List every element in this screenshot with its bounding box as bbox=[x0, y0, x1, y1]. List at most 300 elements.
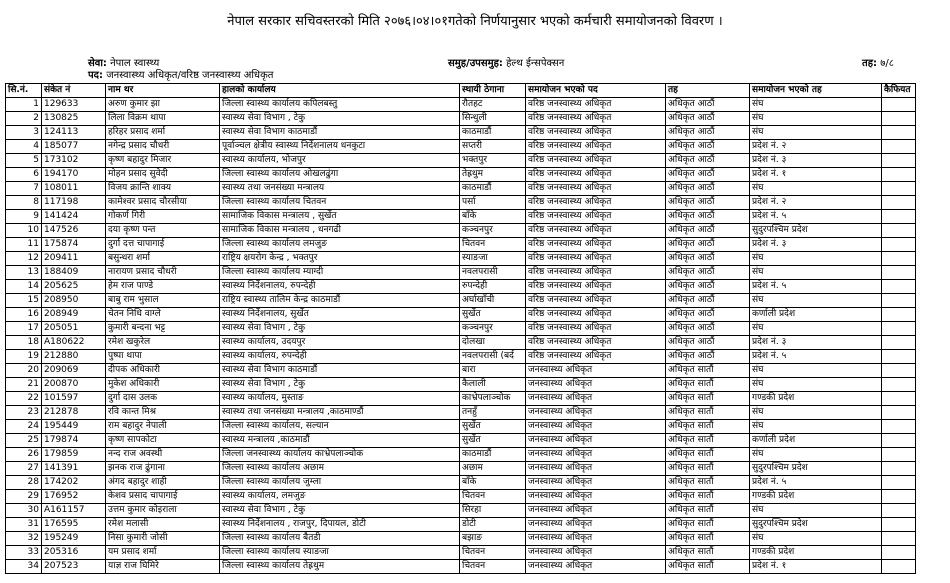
table-row bbox=[6, 350, 916, 364]
cell-serial: 34 bbox=[6, 560, 42, 574]
cell-current-office: स्वास्थ्य निर्देशनालय, रुपन्देही bbox=[220, 280, 460, 294]
cell-remarks bbox=[882, 378, 916, 392]
cell-serial: 9 bbox=[6, 210, 42, 224]
cell-name: पुष्पा थापा bbox=[106, 350, 220, 364]
cell-remarks bbox=[882, 140, 916, 154]
cell-adjusted-post: वरिष्ठ जनस्वास्थ्य अधिकृत bbox=[526, 182, 666, 196]
cell-remarks bbox=[882, 196, 916, 210]
cell-serial: 28 bbox=[6, 476, 42, 490]
cell-adjusted-level: संघ bbox=[750, 98, 882, 112]
cell-level: अधिकृत आठौं bbox=[666, 322, 750, 336]
cell-remarks bbox=[882, 280, 916, 294]
cell-serial: 6 bbox=[6, 168, 42, 182]
cell-level: अधिकृत आठौं bbox=[666, 126, 750, 140]
cell-adjusted-post: वरिष्ठ जनस्वास्थ्य अधिकृत bbox=[526, 168, 666, 182]
cell-adjusted-post: जनस्वास्थ्य अधिकृत bbox=[526, 532, 666, 546]
cell-permanent-address: पर्सा bbox=[460, 196, 526, 210]
cell-serial: 21 bbox=[6, 378, 42, 392]
cell-name: राम बहादुर नेपाली bbox=[106, 420, 220, 434]
cell-remarks bbox=[882, 392, 916, 406]
cell-permanent-address: तेह्रथुम bbox=[460, 168, 526, 182]
table-row bbox=[6, 126, 916, 140]
table-row bbox=[6, 364, 916, 378]
cell-adjusted-post: वरिष्ठ जनस्वास्थ्य अधिकृत bbox=[526, 252, 666, 266]
cell-code: 117198 bbox=[42, 196, 106, 210]
cell-code: 208949 bbox=[42, 308, 106, 322]
cell-serial: 18 bbox=[6, 336, 42, 350]
cell-permanent-address: अछाम bbox=[460, 462, 526, 476]
cell-name: अंगद बहादुर शाही bbox=[106, 476, 220, 490]
cell-level: अधिकृत आठौं bbox=[666, 280, 750, 294]
cell-name: मोहन प्रसाद सुवेदी bbox=[106, 168, 220, 182]
cell-level: अधिकृत आठौं bbox=[666, 294, 750, 308]
table-row bbox=[6, 308, 916, 322]
cell-serial: 10 bbox=[6, 224, 42, 238]
cell-current-office: स्वास्थ्य कार्यालय, उदयपुर bbox=[220, 336, 460, 350]
cell-name: रमेश मलासी bbox=[106, 518, 220, 532]
cell-remarks bbox=[882, 504, 916, 518]
cell-permanent-address: नवलपरासी (बर्द bbox=[460, 350, 526, 364]
cell-current-office: स्वास्थ्य सेवा विभाग काठमाडौं bbox=[220, 364, 460, 378]
header-level: तह bbox=[666, 84, 750, 98]
cell-permanent-address: चितवन bbox=[460, 560, 526, 574]
cell-current-office: स्वास्थ्य निर्देशनालय, सुर्खेत bbox=[220, 308, 460, 322]
cell-adjusted-post: वरिष्ठ जनस्वास्थ्य अधिकृत bbox=[526, 98, 666, 112]
cell-current-office: स्वास्थ्य निर्देशनालय , राजपुर, दिपायल, डोटी bbox=[220, 518, 460, 532]
cell-adjusted-post: वरिष्ठ जनस्वास्थ्य अधिकृत bbox=[526, 294, 666, 308]
cell-adjusted-level: प्रदेश नं. ३ bbox=[750, 336, 882, 350]
cell-adjusted-level: प्रदेश नं. १ bbox=[750, 168, 882, 182]
cell-level: अधिकृत सातौं bbox=[666, 406, 750, 420]
cell-permanent-address: बाँके bbox=[460, 476, 526, 490]
table-row bbox=[6, 252, 916, 266]
cell-remarks bbox=[882, 238, 916, 252]
table-row bbox=[6, 476, 916, 490]
cell-level: अधिकृत आठौं bbox=[666, 154, 750, 168]
cell-level: अधिकृत आठौं bbox=[666, 182, 750, 196]
cell-adjusted-level: संघ bbox=[750, 294, 882, 308]
table-row bbox=[6, 532, 916, 546]
cell-level: अधिकृत सातौं bbox=[666, 546, 750, 560]
cell-permanent-address: सुर्खेत bbox=[460, 308, 526, 322]
cell-remarks bbox=[882, 462, 916, 476]
cell-code: 174202 bbox=[42, 476, 106, 490]
cell-adjusted-level: संघ bbox=[750, 364, 882, 378]
cell-serial: 22 bbox=[6, 392, 42, 406]
cell-adjusted-post: वरिष्ठ जनस्वास्थ्य अधिकृत bbox=[526, 266, 666, 280]
table-row bbox=[6, 140, 916, 154]
cell-remarks bbox=[882, 434, 916, 448]
cell-current-office: जिल्ला स्वास्थ्य कार्यालय, सल्यान bbox=[220, 420, 460, 434]
cell-adjusted-level: गण्डकी प्रदेश bbox=[750, 546, 882, 560]
cell-level: अधिकृत आठौं bbox=[666, 98, 750, 112]
header-current-office: हालको कार्यालय bbox=[220, 84, 460, 98]
cell-permanent-address: कैलाली bbox=[460, 378, 526, 392]
cell-code: 176595 bbox=[42, 518, 106, 532]
cell-remarks bbox=[882, 154, 916, 168]
cell-level: अधिकृत सातौं bbox=[666, 420, 750, 434]
cell-level: अधिकृत आठौं bbox=[666, 112, 750, 126]
cell-adjusted-post: वरिष्ठ जनस्वास्थ्य अधिकृत bbox=[526, 350, 666, 364]
cell-current-office: स्वास्थ्य तथा जनसंख्या मन्त्रालय ,काठमाण्डौं bbox=[220, 406, 460, 420]
cell-level: अधिकृत सातौं bbox=[666, 532, 750, 546]
cell-code: 179874 bbox=[42, 434, 106, 448]
cell-serial: 17 bbox=[6, 322, 42, 336]
table-body bbox=[6, 98, 916, 574]
cell-permanent-address: सप्तरी bbox=[460, 140, 526, 154]
cell-name: कृष्ण सापकोटा bbox=[106, 434, 220, 448]
cell-code: 185077 bbox=[42, 140, 106, 154]
cell-name: रमेश खकुरेल bbox=[106, 336, 220, 350]
cell-remarks bbox=[882, 560, 916, 574]
cell-permanent-address: चितवन bbox=[460, 490, 526, 504]
cell-code: A180622 bbox=[42, 336, 106, 350]
table-row bbox=[6, 182, 916, 196]
cell-permanent-address: कञ्चनपुर bbox=[460, 322, 526, 336]
service-label: सेवा: bbox=[88, 58, 107, 69]
header-name: नाम थर bbox=[106, 84, 220, 98]
cell-code: 179859 bbox=[42, 448, 106, 462]
cell-name: दया कृष्ण पन्त bbox=[106, 224, 220, 238]
cell-current-office: स्वास्थ्य सेवा विभाग काठमाडौं bbox=[220, 126, 460, 140]
table-row bbox=[6, 518, 916, 532]
cell-code: 108011 bbox=[42, 182, 106, 196]
cell-adjusted-level: संघ bbox=[750, 532, 882, 546]
cell-adjusted-post: जनस्वास्थ्य अधिकृत bbox=[526, 378, 666, 392]
cell-permanent-address: काठमाडौं bbox=[460, 448, 526, 462]
cell-name: हरिहर प्रसाद शर्मा bbox=[106, 126, 220, 140]
cell-name: नन्द राज अवस्थी bbox=[106, 448, 220, 462]
cell-code: 141424 bbox=[42, 210, 106, 224]
cell-adjusted-post: जनस्वास्थ्य अधिकृत bbox=[526, 476, 666, 490]
cell-level: अधिकृत सातौं bbox=[666, 448, 750, 462]
cell-current-office: स्वास्थ्य कार्यालय, लमजुङ bbox=[220, 490, 460, 504]
group-value: हेल्थ ईन्सपेक्सन bbox=[506, 58, 565, 69]
cell-code: 101597 bbox=[42, 392, 106, 406]
cell-current-office: राष्ट्रिय स्वास्थ्य तालिम केन्द्र काठमाडौं bbox=[220, 294, 460, 308]
cell-level: अधिकृत सातौं bbox=[666, 378, 750, 392]
cell-level: अधिकृत आठौं bbox=[666, 238, 750, 252]
cell-serial: 27 bbox=[6, 462, 42, 476]
cell-current-office: जिल्ला स्वास्थ्य कार्यालय लमजुङ bbox=[220, 238, 460, 252]
cell-level: अधिकृत सातौं bbox=[666, 392, 750, 406]
post-line bbox=[88, 70, 273, 82]
cell-code: 194170 bbox=[42, 168, 106, 182]
cell-permanent-address: काठमाडौं bbox=[460, 182, 526, 196]
cell-name: विजय क्रान्ति शाक्य bbox=[106, 182, 220, 196]
cell-remarks bbox=[882, 98, 916, 112]
page-title: नेपाल सरकार सचिवस्तरको मिति २०७६।०४।०१गतेको निर्णयानुसार भएको कर्मचारी समायोजनको विवरण । bbox=[227, 14, 723, 29]
cell-adjusted-level: संघ bbox=[750, 126, 882, 140]
cell-adjusted-post: वरिष्ठ जनस्वास्थ्य अधिकृत bbox=[526, 210, 666, 224]
cell-permanent-address: काठमाडौं bbox=[460, 126, 526, 140]
cell-adjusted-post: वरिष्ठ जनस्वास्थ्य अधिकृत bbox=[526, 154, 666, 168]
cell-serial: 29 bbox=[6, 490, 42, 504]
cell-level: अधिकृत सातौं bbox=[666, 364, 750, 378]
cell-adjusted-post: जनस्वास्थ्य अधिकृत bbox=[526, 518, 666, 532]
cell-serial: 24 bbox=[6, 420, 42, 434]
cell-current-office: जिल्ला स्वास्थ्य कार्यालय जुम्ला bbox=[220, 476, 460, 490]
cell-permanent-address: भक्तपुर bbox=[460, 154, 526, 168]
table-row bbox=[6, 322, 916, 336]
table-row bbox=[6, 196, 916, 210]
table-row bbox=[6, 490, 916, 504]
table-row bbox=[6, 266, 916, 280]
table-row bbox=[6, 294, 916, 308]
table-row bbox=[6, 238, 916, 252]
cell-name: याज्ञ राज घिमिरे bbox=[106, 560, 220, 574]
table-row bbox=[6, 224, 916, 238]
cell-remarks bbox=[882, 294, 916, 308]
cell-current-office: जिल्ला स्वास्थ्य कार्यालय चितवन bbox=[220, 196, 460, 210]
group-label: समुह/उपसमुह: bbox=[448, 58, 503, 69]
cell-adjusted-post: वरिष्ठ जनस्वास्थ्य अधिकृत bbox=[526, 308, 666, 322]
cell-adjusted-level: प्रदेश नं. ५ bbox=[750, 476, 882, 490]
cell-current-office: स्वास्थ्य सेवा विभाग , टेकु bbox=[220, 378, 460, 392]
cell-adjusted-level: संघ bbox=[750, 448, 882, 462]
cell-permanent-address: तनहुँ bbox=[460, 406, 526, 420]
cell-current-office: जिल्ला स्वास्थ्य कार्यालय बैतडी bbox=[220, 532, 460, 546]
cell-level: अधिकृत सातौं bbox=[666, 490, 750, 504]
cell-serial: 26 bbox=[6, 448, 42, 462]
cell-current-office: सामाजिक विकास मन्त्रालय , धनगढी bbox=[220, 224, 460, 238]
cell-code: A161157 bbox=[42, 504, 106, 518]
cell-level: अधिकृत आठौं bbox=[666, 266, 750, 280]
cell-serial: 5 bbox=[6, 154, 42, 168]
cell-name: झनक राज ढुंगाना bbox=[106, 462, 220, 476]
cell-name: दीपक अधिकारी bbox=[106, 364, 220, 378]
cell-name: रवि कान्त मिश्र bbox=[106, 406, 220, 420]
cell-code: 141391 bbox=[42, 462, 106, 476]
cell-adjusted-level: संघ bbox=[750, 266, 882, 280]
cell-adjusted-level: प्रदेश नं. ५ bbox=[750, 280, 882, 294]
cell-current-office: स्वास्थ्य सेवा विभाग , टेकु bbox=[220, 322, 460, 336]
cell-permanent-address: रुपन्देही bbox=[460, 280, 526, 294]
cell-remarks bbox=[882, 420, 916, 434]
cell-serial: 30 bbox=[6, 504, 42, 518]
cell-permanent-address: बझाङ bbox=[460, 532, 526, 546]
cell-adjusted-level: गण्डकी प्रदेश bbox=[750, 392, 882, 406]
cell-adjusted-post: जनस्वास्थ्य अधिकृत bbox=[526, 434, 666, 448]
cell-serial: 11 bbox=[6, 238, 42, 252]
adjustment-table bbox=[5, 83, 916, 574]
cell-adjusted-level: कर्णाली प्रदेश bbox=[750, 308, 882, 322]
cell-code: 130825 bbox=[42, 112, 106, 126]
cell-name: बाबु राम भुसाल bbox=[106, 294, 220, 308]
cell-remarks bbox=[882, 532, 916, 546]
cell-serial: 16 bbox=[6, 308, 42, 322]
cell-adjusted-level: संघ bbox=[750, 112, 882, 126]
cell-level: अधिकृत सातौं bbox=[666, 504, 750, 518]
table-row bbox=[6, 210, 916, 224]
table-row bbox=[6, 378, 916, 392]
cell-remarks bbox=[882, 406, 916, 420]
cell-remarks bbox=[882, 336, 916, 350]
cell-adjusted-level: संघ bbox=[750, 378, 882, 392]
cell-adjusted-level: संघ bbox=[750, 182, 882, 196]
cell-adjusted-level: संघ bbox=[750, 504, 882, 518]
cell-current-office: स्वास्थ्य कार्यालय, भोजपुर bbox=[220, 154, 460, 168]
cell-adjusted-post: जनस्वास्थ्य अधिकृत bbox=[526, 560, 666, 574]
cell-level: अधिकृत आठौं bbox=[666, 168, 750, 182]
cell-remarks bbox=[882, 322, 916, 336]
cell-level: अधिकृत आठौं bbox=[666, 308, 750, 322]
cell-serial: 7 bbox=[6, 182, 42, 196]
cell-permanent-address: दोलखा bbox=[460, 336, 526, 350]
cell-level: अधिकृत आठौं bbox=[666, 210, 750, 224]
cell-serial: 20 bbox=[6, 364, 42, 378]
cell-adjusted-level: कर्णाली प्रदेश bbox=[750, 434, 882, 448]
table-head bbox=[6, 84, 916, 98]
cell-level: अधिकृत सातौं bbox=[666, 434, 750, 448]
cell-adjusted-post: जनस्वास्थ्य अधिकृत bbox=[526, 546, 666, 560]
cell-remarks bbox=[882, 308, 916, 322]
cell-adjusted-post: वरिष्ठ जनस्वास्थ्य अधिकृत bbox=[526, 126, 666, 140]
cell-permanent-address: काभ्रेपलाञ्चोक bbox=[460, 392, 526, 406]
cell-remarks bbox=[882, 518, 916, 532]
cell-adjusted-level: संघ bbox=[750, 406, 882, 420]
cell-permanent-address: सिन्धुली bbox=[460, 112, 526, 126]
cell-serial: 8 bbox=[6, 196, 42, 210]
cell-name: गोकर्ण गिरी bbox=[106, 210, 220, 224]
cell-code: 200870 bbox=[42, 378, 106, 392]
cell-permanent-address: बारा bbox=[460, 364, 526, 378]
cell-level: अधिकृत सातौं bbox=[666, 476, 750, 490]
cell-code: 212878 bbox=[42, 406, 106, 420]
header-code: संकेत नं bbox=[42, 84, 106, 98]
cell-code: 205051 bbox=[42, 322, 106, 336]
cell-remarks bbox=[882, 126, 916, 140]
cell-level: अधिकृत आठौं bbox=[666, 350, 750, 364]
cell-remarks bbox=[882, 490, 916, 504]
cell-level: अधिकृत आठौं bbox=[666, 224, 750, 238]
cell-current-office: राष्ट्रिय क्षयरोग केन्द्र , भक्तपुर bbox=[220, 252, 460, 266]
table-row bbox=[6, 168, 916, 182]
cell-permanent-address: नवलपरासी bbox=[460, 266, 526, 280]
cell-permanent-address: चितवन bbox=[460, 546, 526, 560]
cell-adjusted-post: जनस्वास्थ्य अधिकृत bbox=[526, 490, 666, 504]
cell-level: अधिकृत आठौं bbox=[666, 140, 750, 154]
cell-adjusted-post: वरिष्ठ जनस्वास्थ्य अधिकृत bbox=[526, 112, 666, 126]
table-row bbox=[6, 112, 916, 126]
cell-permanent-address: बाँके bbox=[460, 210, 526, 224]
table-row bbox=[6, 504, 916, 518]
cell-current-office: स्वास्थ्य सेवा विभाग , टेकु bbox=[220, 504, 460, 518]
cell-adjusted-level: संघ bbox=[750, 420, 882, 434]
cell-adjusted-level: सुदुरपश्चिम प्रदेश bbox=[750, 462, 882, 476]
cell-remarks bbox=[882, 112, 916, 126]
cell-adjusted-level: संघ bbox=[750, 322, 882, 336]
service-value: नेपाल स्वास्थ्य bbox=[110, 58, 160, 69]
sheet-value: ७/८ bbox=[880, 58, 894, 69]
table-row bbox=[6, 154, 916, 168]
table-row bbox=[6, 98, 916, 112]
cell-serial: 19 bbox=[6, 350, 42, 364]
cell-code: 208950 bbox=[42, 294, 106, 308]
cell-name: बसुन्धरा शर्मा bbox=[106, 252, 220, 266]
cell-code: 209069 bbox=[42, 364, 106, 378]
cell-permanent-address: सुर्खेत bbox=[460, 434, 526, 448]
cell-serial: 23 bbox=[6, 406, 42, 420]
cell-remarks bbox=[882, 252, 916, 266]
cell-current-office: जिल्ला स्वास्थ्य कार्यालय स्याङजा bbox=[220, 546, 460, 560]
header-row bbox=[6, 84, 916, 98]
table-row bbox=[6, 560, 916, 574]
cell-code: 195449 bbox=[42, 420, 106, 434]
cell-current-office: सामाजिक विकास मन्त्रालय , सुर्खेत bbox=[220, 210, 460, 224]
header-serial: सि.नं. bbox=[6, 84, 42, 98]
cell-permanent-address: सुर्खेत bbox=[460, 420, 526, 434]
cell-level: अधिकृत सातौं bbox=[666, 560, 750, 574]
cell-remarks bbox=[882, 266, 916, 280]
cell-serial: 31 bbox=[6, 518, 42, 532]
cell-permanent-address: सिरहा bbox=[460, 504, 526, 518]
cell-current-office: स्वास्थ्य कार्यालय, मुस्ताङ bbox=[220, 392, 460, 406]
cell-adjusted-level: प्रदेश नं. २ bbox=[750, 140, 882, 154]
cell-current-office: जिल्ला स्वास्थ्य कार्यालय तेह्रथुम bbox=[220, 560, 460, 574]
cell-adjusted-post: वरिष्ठ जनस्वास्थ्य अधिकृत bbox=[526, 238, 666, 252]
cell-remarks bbox=[882, 364, 916, 378]
cell-current-office: जिल्ला स्वास्थ्य कार्यालय ओखलढुंगा bbox=[220, 168, 460, 182]
table-row bbox=[6, 546, 916, 560]
cell-current-office: स्वास्थ्य कार्यालय, रुपन्देही bbox=[220, 350, 460, 364]
sheet-line bbox=[862, 58, 894, 70]
cell-serial: 4 bbox=[6, 140, 42, 154]
cell-adjusted-post: जनस्वास्थ्य अधिकृत bbox=[526, 504, 666, 518]
cell-name: हेम राज पाण्डे bbox=[106, 280, 220, 294]
cell-code: 124113 bbox=[42, 126, 106, 140]
cell-level: अधिकृत आठौं bbox=[666, 196, 750, 210]
cell-remarks bbox=[882, 224, 916, 238]
table-row bbox=[6, 392, 916, 406]
group-line bbox=[448, 58, 564, 70]
cell-level: अधिकृत आठौं bbox=[666, 252, 750, 266]
cell-serial: 32 bbox=[6, 532, 42, 546]
table-row bbox=[6, 406, 916, 420]
cell-name: केशव प्रसाद चापागाई bbox=[106, 490, 220, 504]
cell-current-office: जिल्ला स्वास्थ्य कार्यालय अछाम bbox=[220, 462, 460, 476]
post-value: जनस्वास्थ्य अधिकृत/वरिष्ठ जनस्वास्थ्य अधिकृत bbox=[106, 70, 274, 81]
cell-adjusted-level: प्रदेश नं. ५ bbox=[750, 350, 882, 364]
header-remarks: कैफियत bbox=[882, 84, 916, 98]
cell-adjusted-post: जनस्वास्थ्य अधिकृत bbox=[526, 448, 666, 462]
cell-name: दुर्गा दत्त चापागाई bbox=[106, 238, 220, 252]
table-row bbox=[6, 420, 916, 434]
cell-adjusted-post: वरिष्ठ जनस्वास्थ्य अधिकृत bbox=[526, 336, 666, 350]
cell-permanent-address: चितवन bbox=[460, 238, 526, 252]
cell-level: अधिकृत सातौं bbox=[666, 518, 750, 532]
cell-adjusted-level: प्रदेश नं. १ bbox=[750, 560, 882, 574]
cell-serial: 12 bbox=[6, 252, 42, 266]
cell-permanent-address: रौतहट bbox=[460, 98, 526, 112]
cell-adjusted-level: सुदुरपश्चिम प्रदेश bbox=[750, 518, 882, 532]
cell-adjusted-post: जनस्वास्थ्य अधिकृत bbox=[526, 462, 666, 476]
cell-remarks bbox=[882, 476, 916, 490]
cell-adjusted-post: वरिष्ठ जनस्वास्थ्य अधिकृत bbox=[526, 322, 666, 336]
cell-remarks bbox=[882, 546, 916, 560]
post-label: पद: bbox=[88, 70, 103, 81]
cell-serial: 13 bbox=[6, 266, 42, 280]
cell-adjusted-level: गण्डकी प्रदेश bbox=[750, 490, 882, 504]
cell-serial: 3 bbox=[6, 126, 42, 140]
cell-current-office: स्वास्थ्य मन्त्रालय ,काठमाडौं bbox=[220, 434, 460, 448]
cell-adjusted-post: जनस्वास्थ्य अधिकृत bbox=[526, 392, 666, 406]
cell-level: अधिकृत आठौं bbox=[666, 336, 750, 350]
cell-name: कामेश्वर प्रसाद चौरसीया bbox=[106, 196, 220, 210]
cell-adjusted-level: सुदुरपश्चिम प्रदेश bbox=[750, 224, 882, 238]
cell-code: 195249 bbox=[42, 532, 106, 546]
cell-adjusted-level: संघ bbox=[750, 252, 882, 266]
